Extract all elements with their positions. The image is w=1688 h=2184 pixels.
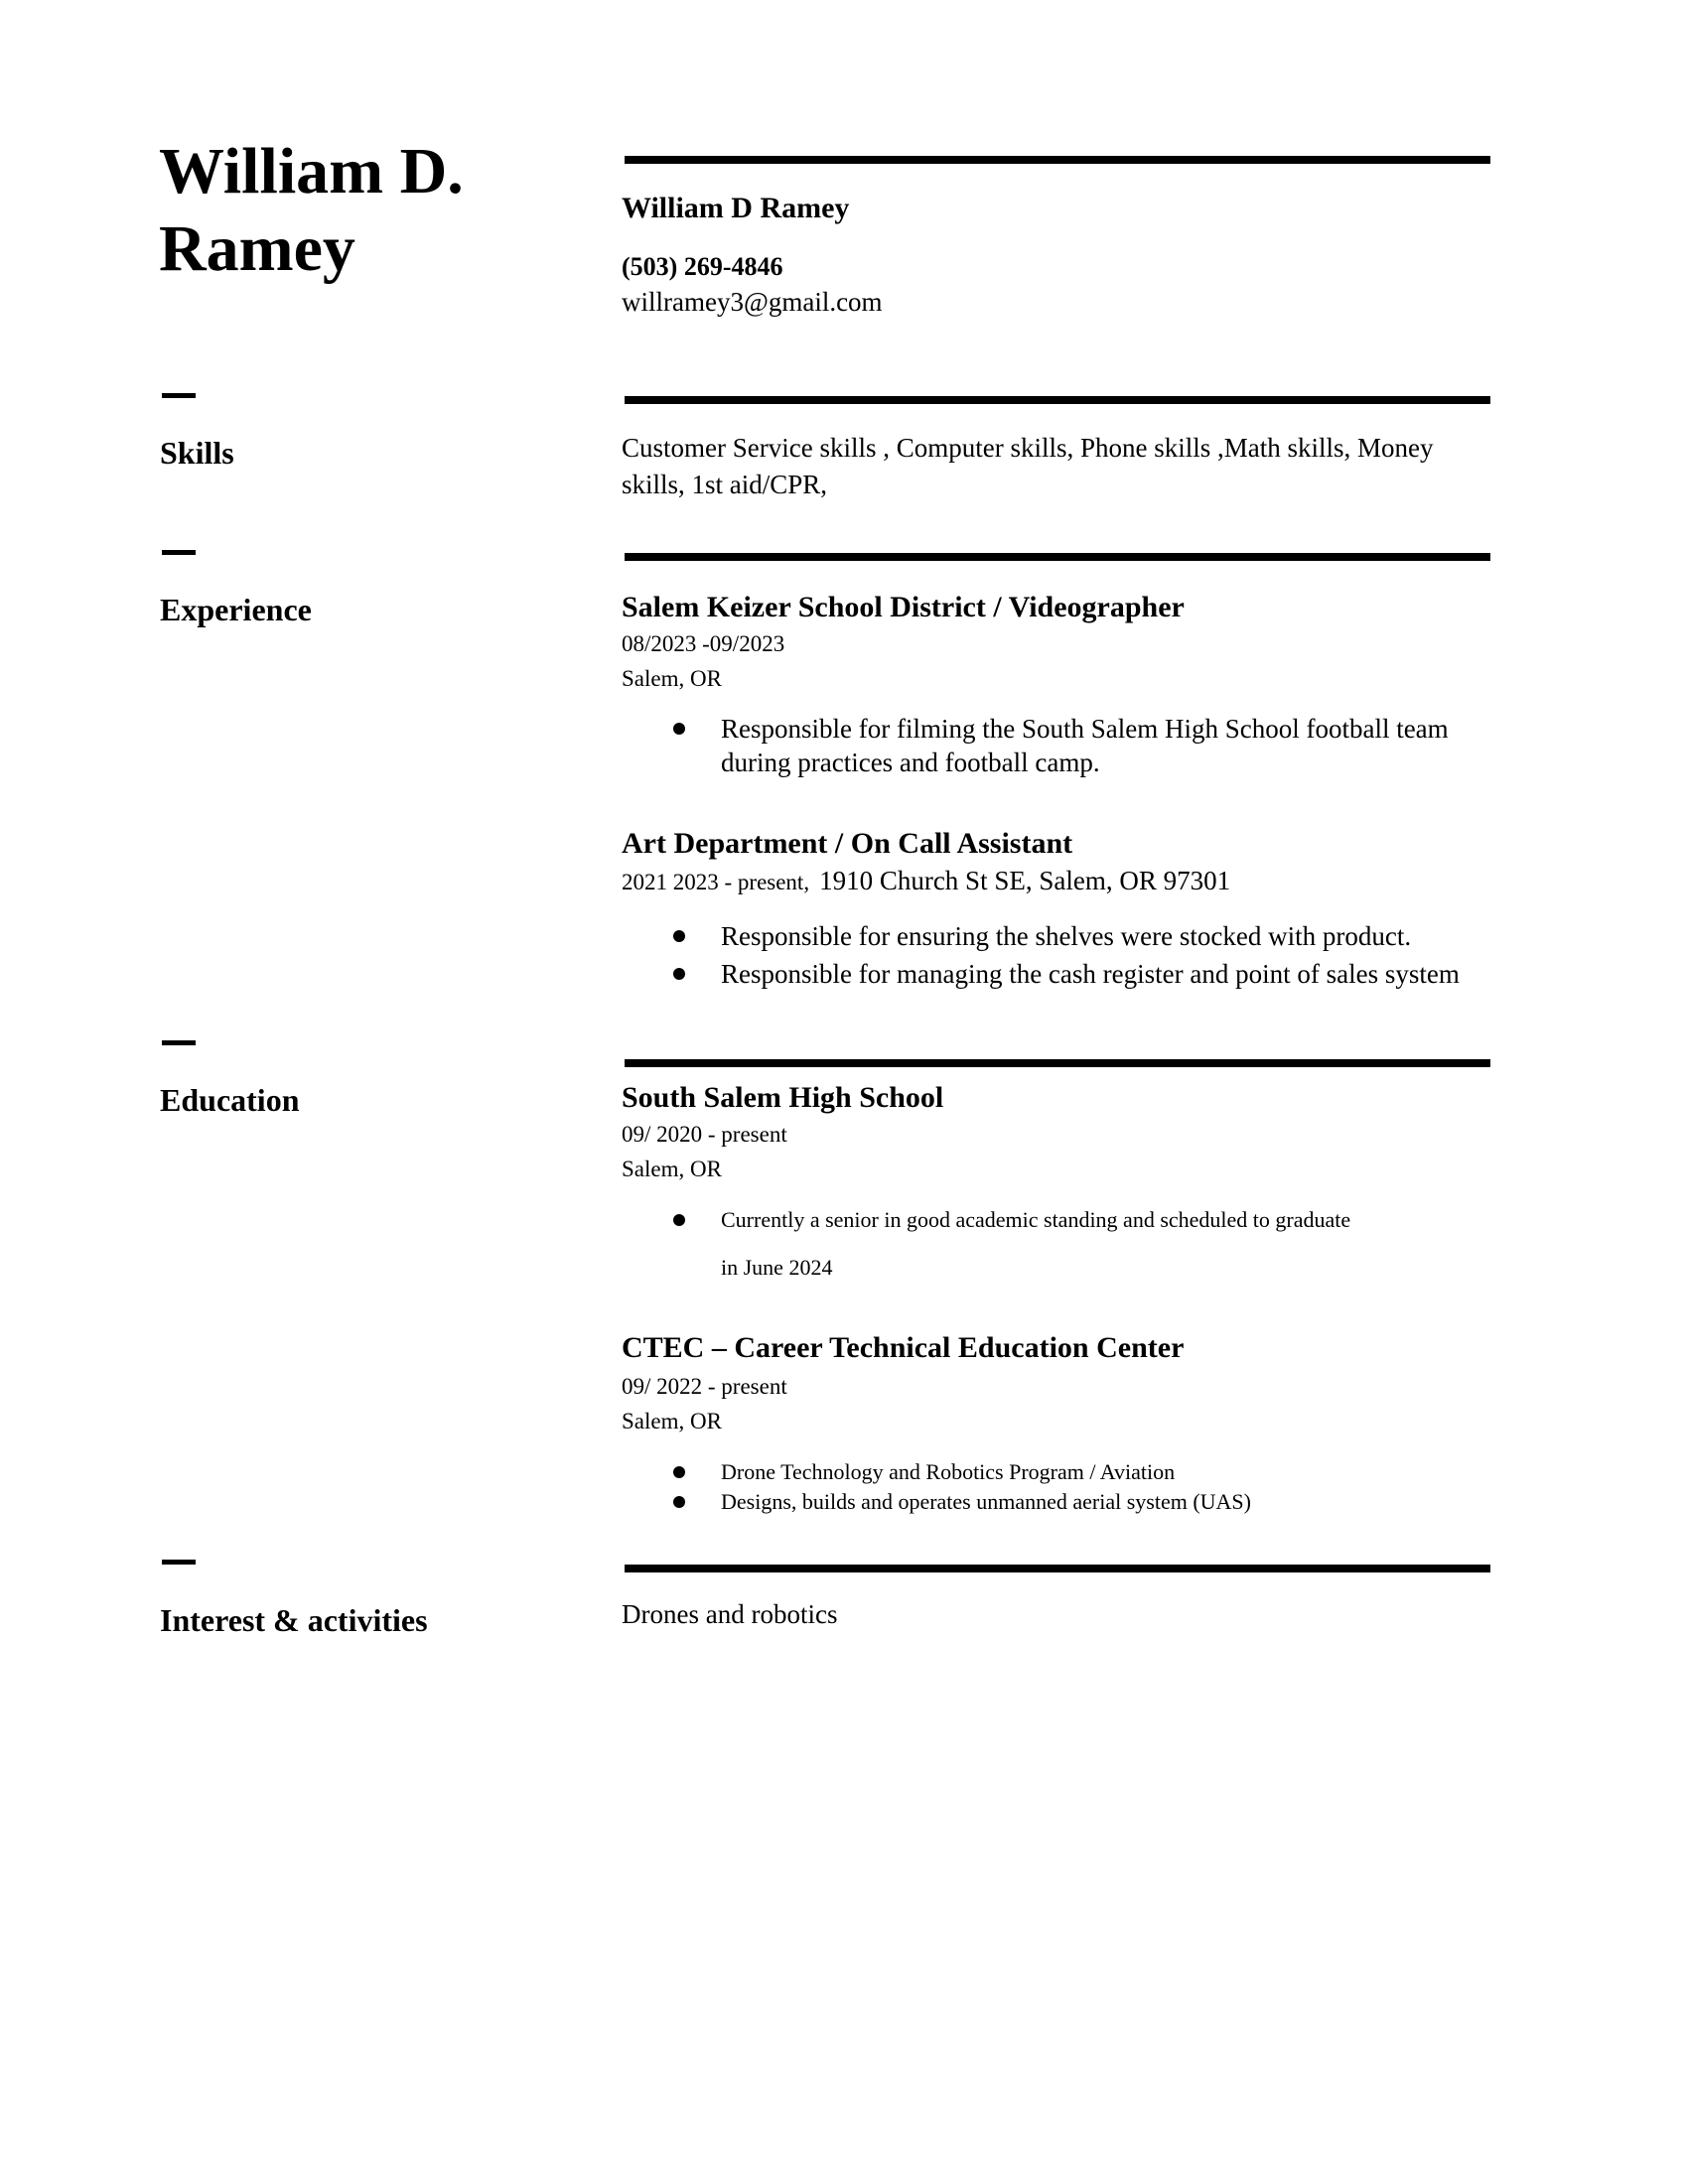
section-divider-skills: [625, 396, 1490, 404]
interests-text: Drones and robotics: [622, 1599, 838, 1629]
bullet-icon: [673, 930, 685, 942]
school-bullet: Drone Technology and Robotics Program / Aviation: [721, 1459, 1176, 1484]
school-bullet: Designs, builds and operates unmanned aerial system (UAS): [721, 1489, 1251, 1514]
section-divider-header: [625, 156, 1490, 164]
job-title: Art Department / On Call Assistant: [622, 827, 1073, 860]
contact-email: willramey3@gmail.com: [622, 287, 883, 317]
contact-phone: (503) 269-4846: [622, 252, 783, 281]
school-dates: 09/ 2020 - present: [622, 1122, 787, 1147]
school-bullet-continued: in June 2024: [721, 1255, 833, 1280]
resume-title-line1: William D.: [159, 135, 464, 207]
school-name: CTEC – Career Technical Education Center: [622, 1331, 1185, 1364]
school-name: South Salem High School: [622, 1081, 944, 1114]
job-bullet: Responsible for ensuring the shelves were stocked with product.: [721, 921, 1412, 951]
skills-text-line2: skills, 1st aid/CPR,: [622, 470, 828, 499]
section-label-skills: Skills: [160, 435, 234, 471]
job-bullet-continued: during practices and football camp.: [721, 748, 1100, 777]
job-bullet: Responsible for managing the cash register and point of sales system: [721, 959, 1460, 989]
section-marker-skills: [162, 393, 196, 398]
job-location: Salem, OR: [622, 666, 722, 691]
section-divider-experience: [625, 553, 1490, 561]
section-label-education: Education: [160, 1082, 300, 1118]
school-location: Salem, OR: [622, 1157, 722, 1181]
section-marker-education: [162, 1040, 196, 1045]
job-dates-address: [622, 868, 1230, 894]
section-label-experience: Experience: [160, 592, 312, 627]
section-divider-interests: [625, 1565, 1490, 1572]
bullet-icon: [673, 1496, 685, 1508]
bullet-icon: [673, 1214, 685, 1226]
job-dates: 2021 2023 - present,: [622, 870, 810, 894]
resume-title-line2: Ramey: [159, 212, 355, 285]
contact-name: William D Ramey: [622, 192, 850, 224]
job-bullet: Responsible for filming the South Salem High School football team: [721, 714, 1449, 744]
school-dates: 09/ 2022 - present: [622, 1374, 787, 1399]
bullet-icon: [673, 723, 685, 735]
school-location: Salem, OR: [622, 1409, 722, 1433]
job-address: 1910 Church St SE, Salem, OR 97301: [819, 866, 1231, 895]
job-title: Salem Keizer School District / Videographer: [622, 591, 1185, 623]
job-dates: 08/2023 -09/2023: [622, 631, 785, 656]
section-marker-interests: [162, 1560, 196, 1565]
bullet-icon: [673, 1466, 685, 1478]
bullet-icon: [673, 968, 685, 980]
section-marker-experience: [162, 550, 196, 555]
skills-text-line1: Customer Service skills , Computer skills, Phone skills ,Math skills, Money: [622, 433, 1434, 463]
section-label-interests: Interest & activities: [160, 1602, 428, 1638]
section-divider-education: [625, 1059, 1490, 1067]
school-bullet: Currently a senior in good academic standing and scheduled to graduate: [721, 1207, 1351, 1232]
